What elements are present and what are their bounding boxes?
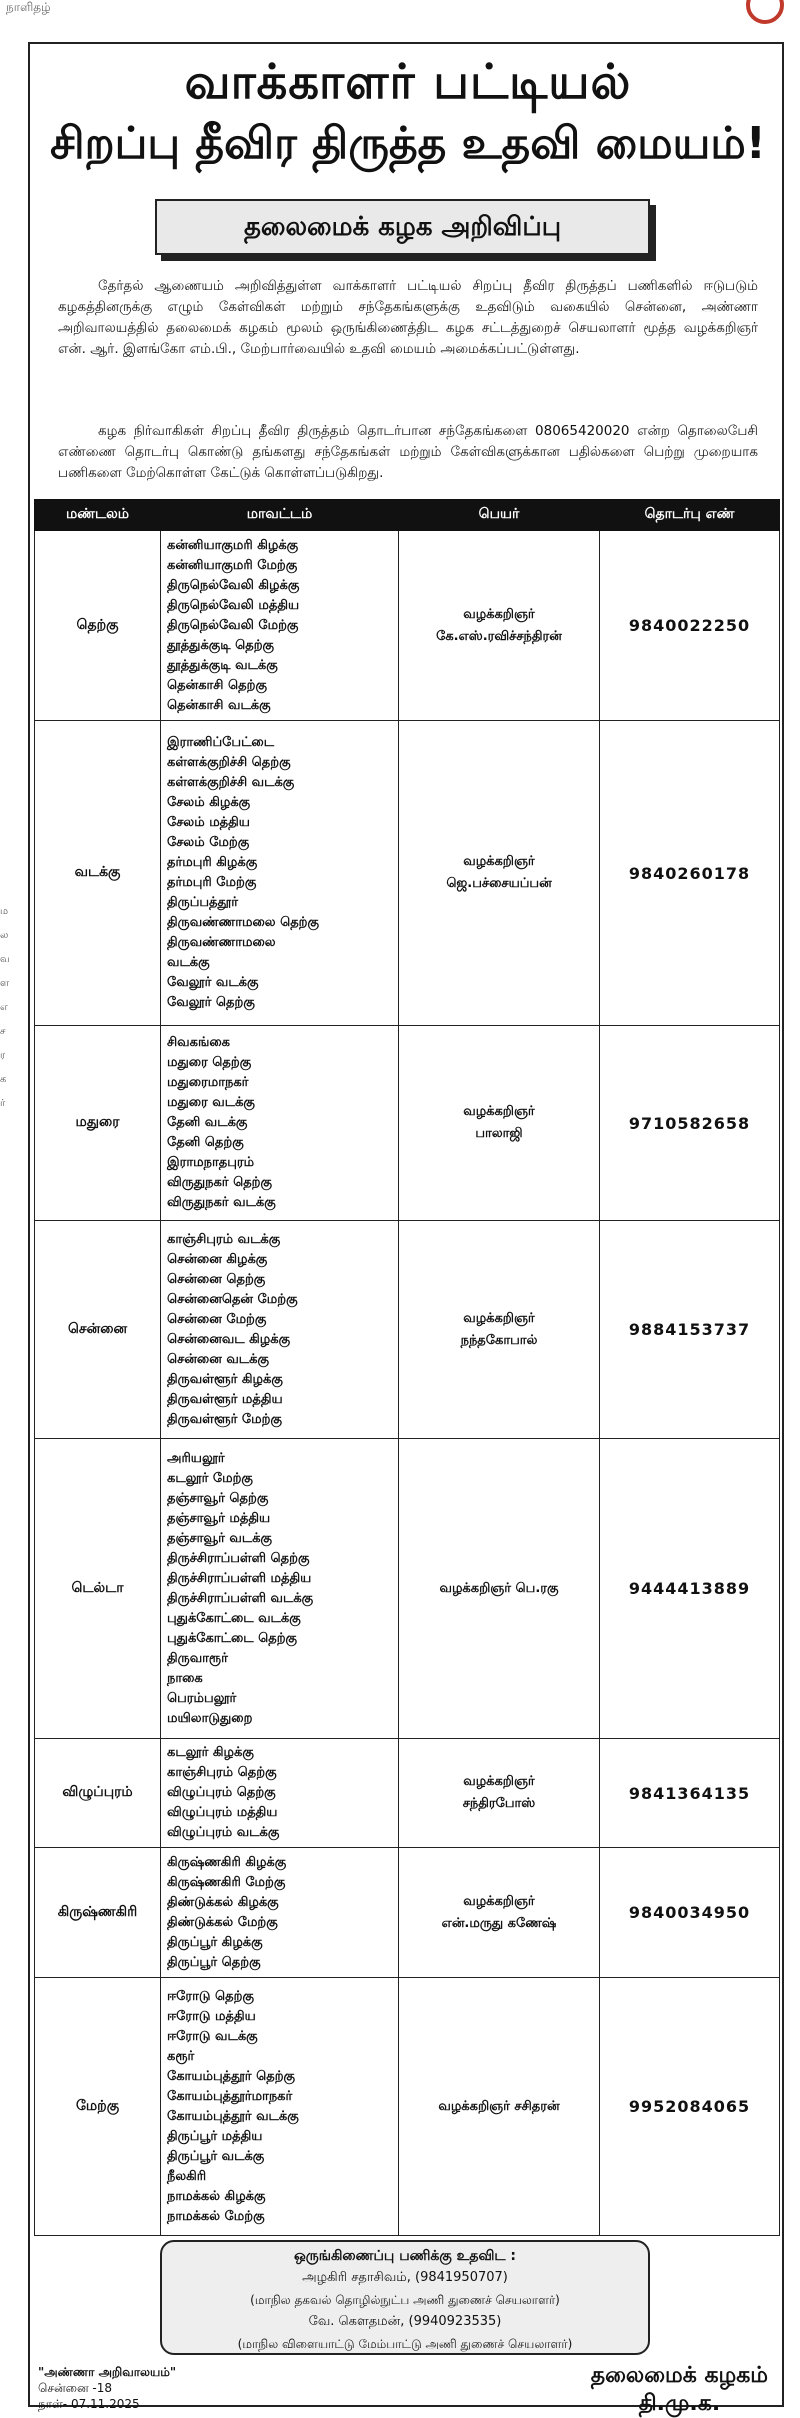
header-name: பெயர் [399, 500, 600, 531]
page-subtitle: சிறப்பு தீவிர திருத்த உதவி மையம்! [50, 118, 766, 169]
district-cell: அரியலூர் கடலூர் மேற்கு தஞ்சாவூர் தெற்கு தஞ்சாவூர் மத்திய தஞ்சாவூர் வடக்கு திருச்சிராப்பள்ளி தெற்கு திருச்சிராப்பள்ளி மத்திய திருச்சிராப்பள்ளி வடக்கு புதுக்கோட்டை வடக்கு புதுக்கோட்டை தெற்கு திருவாரூர் நாகை பெரம்பலூர் மயிலாடுதுறை [161, 1439, 399, 1739]
district-cell: இராணிப்பேட்டை கள்ளக்குறிச்சி தெற்கு கள்ளக்குறிச்சி வடக்கு சேலம் கிழக்கு சேலம் மத்திய சேலம் மேற்கு தர்மபுரி கிழக்கு தர்மபுரி மேற்கு திருப்பத்தூர் திருவண்ணாமலை தெற்கு திருவண்ணாமலை வடக்கு வேலூர் வடக்கு வேலூர் தெற்கு [161, 721, 399, 1026]
table-row [35, 1026, 780, 1221]
margin-char: ர் [0, 1098, 6, 1109]
table-row [35, 1221, 780, 1439]
district-cell: ஈரோடு தெற்கு ஈரோடு மத்திய ஈரோடு வடக்கு கரூர் கோயம்புத்தூர் தெற்கு கோயம்புத்தூர்மாநகர் கோயம்புத்தூர் வடக்கு திருப்பூர் மத்திய திருப்பூர் வடக்கு நீலகிரி நாமக்கல் கிழக்கு நாமக்கல் மேற்கு [161, 1978, 399, 2236]
table-row [35, 531, 780, 721]
district-cell: கிருஷ்ணகிரி கிழக்கு கிருஷ்ணகிரி மேற்கு திண்டுக்கல் கிழக்கு திண்டுக்கல் மேற்கு திருப்பூர் கிழக்கு திருப்பூர் தெற்கு [161, 1848, 399, 1978]
table-header-row [35, 500, 780, 531]
margin-char: எ [0, 1002, 8, 1013]
district-cell: சிவகங்கை மதுரை தெற்கு மதுரைமாநகர் மதுரை வடக்கு தேனி வடக்கு தேனி தெற்கு இராமநாதபுரம் விருதுநகர் தெற்கு விருதுநகர் வடக்கு [161, 1026, 399, 1221]
phone-cell[interactable]: 9840022250 [600, 531, 780, 721]
zone-cell: தெற்கு [35, 531, 161, 721]
top-strip [0, 0, 800, 30]
table-row [35, 1848, 780, 1978]
contact-table [34, 499, 780, 2236]
left-margin-fragments [0, 900, 14, 1200]
notice-heading: தலைமைக் கழக அறிவிப்பு [155, 199, 650, 255]
zone-cell: விழுப்புரம் [35, 1739, 161, 1848]
lawyer-name-cell: வழக்கறிஞர் பெ.ரகு [399, 1439, 600, 1739]
zone-cell: மேற்கு [35, 1978, 161, 2236]
zone-cell: கிருஷ்ணகிரி [35, 1848, 161, 1978]
zone-cell: வடக்கு [35, 721, 161, 1026]
lawyer-name-cell: வழக்கறிஞர் சசிதரன் [399, 1978, 600, 2236]
helpline-paragraph: கழக நிர்வாகிகள் சிறப்பு தீவிர திருத்தம் தொடர்பான சந்தேகங்களை 08065420020 என்ற தொலைபேசி எண்ணை தொடர்பு கொண்டு தங்களது சந்தேகங்கள் மற்றும் கேள்விகளுக்கான பதில்களை பெற்று முறையாக பணிகளை மேற்கொள்ள கேட்டுக் கொள்ளப்படுகிறது. [58, 423, 758, 481]
notice-frame [28, 42, 784, 2416]
page-title: வாக்காளர் பட்டியல் [184, 54, 632, 110]
margin-char: ல [0, 930, 9, 941]
phone-cell[interactable]: 9840260178 [600, 721, 780, 1026]
intro-paragraph: தேர்தல் ஆணையம் அறிவித்துள்ள வாக்காளர் பட்டியல் சிறப்பு தீவிர திருத்தப் பணிகளில் ஈடுபடும் கழகத்தினருக்கு எழும் கேள்விகள் மற்றும் சந்தேகங்களுக்கு உதவிடும் வகையில் சென்னை, அண்ணா அறிவாலயத்தில் தலைமைக் கழகம் மூலம் ஒருங்கிணைத்திட கழக சட்டத்துறைச் செயலாளர் மூத்த வழக்கறிஞர் என். ஆர். இளங்கோ எம்.பி., மேற்பார்வையில் உதவி மையம் அமைக்கப்பட்டுள்ளது. [58, 278, 758, 357]
margin-char: ர [0, 1050, 6, 1061]
table-row [35, 1978, 780, 2236]
zone-cell: டெல்டா [35, 1439, 161, 1739]
party-logo-icon [746, 0, 784, 24]
district-cell: கன்னியாகுமரி கிழக்கு கன்னியாகுமரி மேற்கு திருநெல்வேலி கிழக்கு திருநெல்வேலி மத்திய திருநெல்வேலி மேற்கு தூத்துக்குடி தெற்கு தூத்துக்குடி வடக்கு தென்காசி தெற்கு தென்காசி வடக்கு [161, 531, 399, 721]
lawyer-name-cell: வழக்கறிஞர் பாலாஜி [399, 1026, 600, 1221]
masthead-fragment: நாளிதழ் [6, 0, 51, 14]
header-phone: தொடர்பு எண் [600, 500, 780, 531]
phone-cell[interactable]: 9841364135 [600, 1739, 780, 1848]
footer-address-block [38, 2364, 176, 2412]
lawyer-name-cell: வழக்கறிஞர் கே.எஸ்.ரவிச்சந்திரன் [399, 531, 600, 721]
table-row [35, 1739, 780, 1848]
coordinator-2: வே. கௌதமன், (9940923535) [308, 2314, 502, 2329]
table-row [35, 1439, 780, 1739]
coordination-heading: ஒருங்கிணைப்பு பணிக்கு உதவிட : [293, 2248, 516, 2264]
district-cell: காஞ்சிபுரம் வடக்கு சென்னை கிழக்கு சென்னை தெற்கு சென்னைதென் மேற்கு சென்னை மேற்கு சென்னைவட கிழக்கு சென்னை வடக்கு திருவள்ளூர் கிழக்கு திருவள்ளூர் மத்திய திருவள்ளூர் மேற்கு [161, 1221, 399, 1439]
margin-char: ம [0, 906, 9, 917]
footer-signature-block [591, 2362, 768, 2418]
header-zone: மண்டலம் [35, 500, 161, 531]
district-cell: கடலூர் கிழக்கு காஞ்சிபுரம் தெற்கு விழுப்புரம் தெற்கு விழுப்புரம் மத்திய விழுப்புரம் வடக்கு [161, 1739, 399, 1848]
lawyer-name-cell: வழக்கறிஞர் ஜெ.பச்சையப்பன் [399, 721, 600, 1026]
margin-char: ள [0, 978, 10, 989]
coordinator-1-role: (மாநில தகவல் தொழில்நுட்ப அணி துணைச் செயலாளர்) [250, 2293, 560, 2307]
margin-char: வ [0, 954, 10, 965]
coordinator-2-role: (மாநில விளையாட்டு மேம்பாட்டு அணி துணைச் செயலாளர்) [237, 2337, 573, 2351]
coordination-box [160, 2240, 650, 2355]
zone-cell: மதுரை [35, 1026, 161, 1221]
margin-char: க [0, 1074, 7, 1085]
phone-cell[interactable]: 9444413889 [600, 1439, 780, 1739]
header-district: மாவட்டம் [161, 500, 399, 531]
lawyer-name-cell: வழக்கறிஞர் என்.மருது கணேஷ் [399, 1848, 600, 1978]
coordinator-1: அழகிரி சதாசிவம், (9841950707) [302, 2270, 508, 2285]
margin-char: ச [0, 1026, 6, 1037]
zone-cell: சென்னை [35, 1221, 161, 1439]
table-row [35, 721, 780, 1026]
footer-date: நாள்- 07.11.2025 [38, 2397, 140, 2411]
phone-cell[interactable]: 9710582658 [600, 1026, 780, 1221]
phone-cell[interactable]: 9952084065 [600, 1978, 780, 2236]
footer-address: "அண்ணா அறிவாலயம்" [38, 2365, 177, 2379]
phone-cell[interactable]: 9840034950 [600, 1848, 780, 1978]
footer-org: தலைமைக் கழகம் [590, 2363, 768, 2388]
lawyer-name-cell: வழக்கறிஞர் நந்தகோபால் [399, 1221, 600, 1439]
lawyer-name-cell: வழக்கறிஞர் சந்திரபோஸ் [399, 1739, 600, 1848]
footer-party: தி.மு.க. [638, 2391, 721, 2416]
footer-city: சென்னை -18 [38, 2381, 113, 2395]
phone-cell[interactable]: 9884153737 [600, 1221, 780, 1439]
